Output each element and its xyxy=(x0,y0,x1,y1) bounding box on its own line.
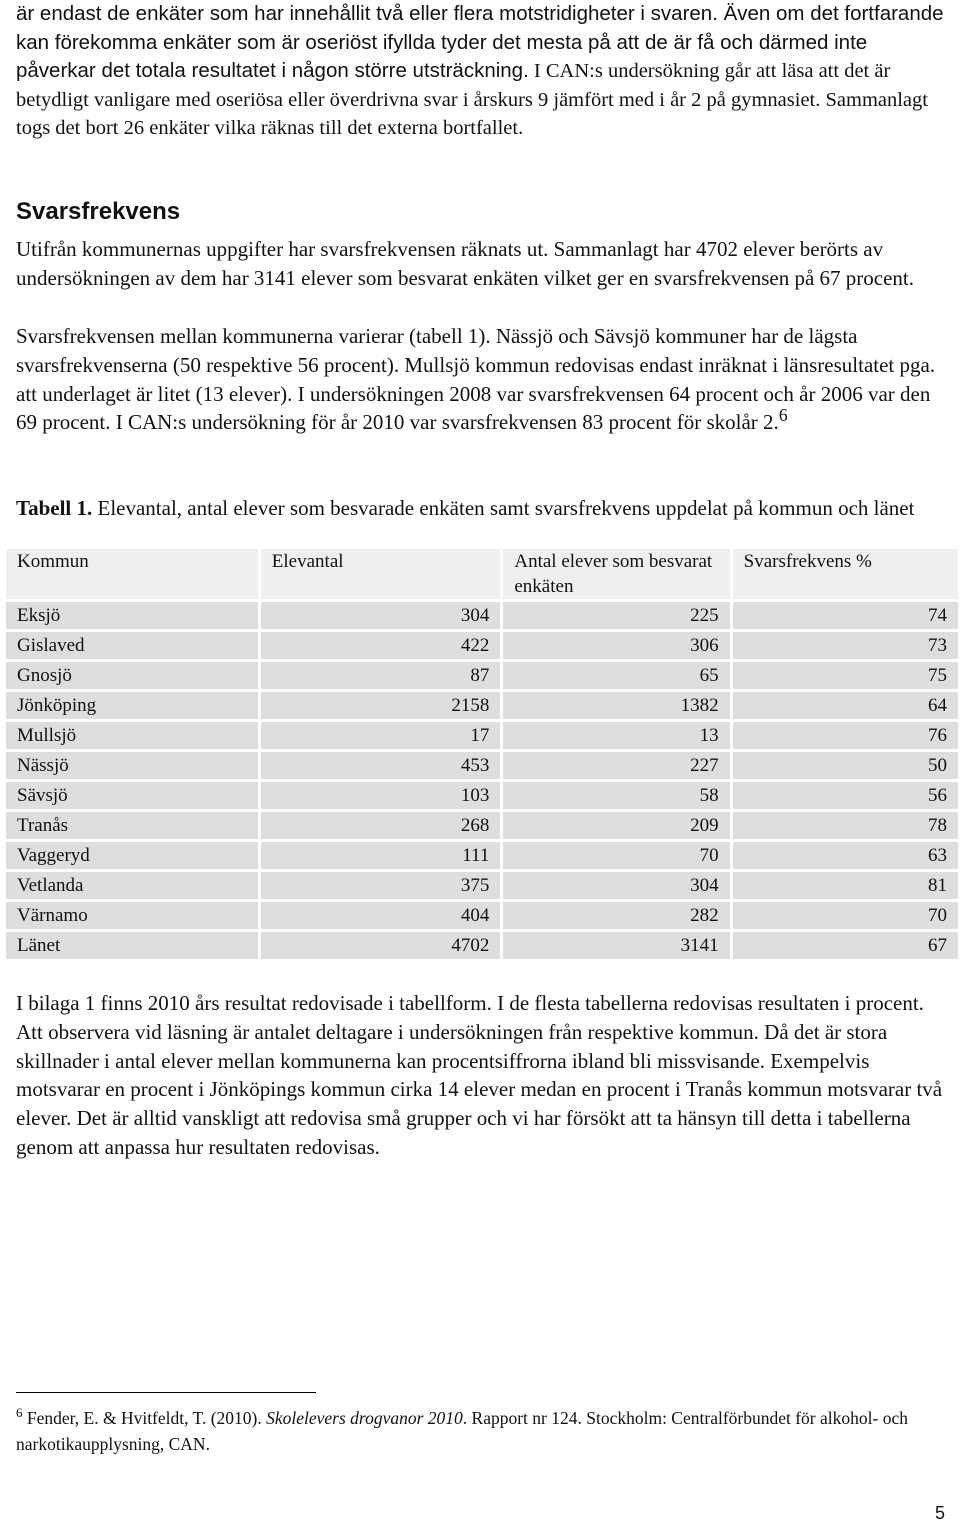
table-caption-label: Tabell 1. xyxy=(16,496,93,520)
cell-antal-besvarat: 225 xyxy=(503,602,729,629)
cell-kommun: Sävsjö xyxy=(6,782,258,809)
cell-antal-besvarat: 65 xyxy=(503,662,729,689)
cell-antal-besvarat: 304 xyxy=(503,872,729,899)
cell-kommun: Nässjö xyxy=(6,752,258,779)
table-row xyxy=(6,842,958,869)
header-elevantal: Elevantal xyxy=(261,549,501,599)
intro-part2: I CAN:s undersökning går att läsa att det är betydligt vanligare med oseriösa eller överdrivna svar i årskurs 9 jämfört med i år 2 på gymnasiet. Sammanlagt togs det bort 26 enkäter vilka räknas till det externa bortfallet. xyxy=(16,60,928,140)
data-table xyxy=(3,546,960,962)
cell-svarsfrekvens: 75 xyxy=(733,662,958,689)
cell-kommun: Jönköping xyxy=(6,692,258,719)
cell-elevantal: 453 xyxy=(261,752,501,779)
header-antal-besvarat: Antal elever som besvarat enkäten xyxy=(503,549,729,599)
cell-svarsfrekvens: 64 xyxy=(733,692,958,719)
cell-svarsfrekvens: 63 xyxy=(733,842,958,869)
cell-antal-besvarat: 209 xyxy=(503,812,729,839)
cell-kommun: Vaggeryd xyxy=(6,842,258,869)
cell-elevantal: 375 xyxy=(261,872,501,899)
cell-kommun: Mullsjö xyxy=(6,722,258,749)
cell-kommun: Vetlanda xyxy=(6,872,258,899)
footnote-ref: 6 xyxy=(778,405,788,426)
after-table-paragraph: I bilaga 1 finns 2010 års resultat redovisade i tabellform. I de flesta tabellerna redovisas resultaten i procent. Att observera vid läsning är antalet deltagare i undersökningen från respektive kommun. Då det är stora skillnader i antal elever mellan kommunerna kan procentsiffrorna ibland bli missvisande. Exempelvis motsvarar en procent i Jönköpings kommun cirka 14 elever medan en procent i Tranås kommun motsvarar två elever. Det är alltid vanskligt att redovisa små grupper och vi har försökt att ta hänsyn till detta i tabellerna genom att anpassa hur resultaten redovisas. xyxy=(16,991,943,1159)
cell-elevantal: 103 xyxy=(261,782,501,809)
header-kommun: Kommun xyxy=(6,549,258,599)
cell-kommun: Gnosjö xyxy=(6,662,258,689)
cell-elevantal: 4702 xyxy=(261,932,501,959)
table-header-row xyxy=(6,549,958,599)
footnote-rule xyxy=(16,1392,316,1393)
cell-kommun: Tranås xyxy=(6,812,258,839)
cell-antal-besvarat: 282 xyxy=(503,902,729,929)
cell-svarsfrekvens: 56 xyxy=(733,782,958,809)
cell-elevantal: 87 xyxy=(261,662,501,689)
cell-svarsfrekvens: 70 xyxy=(733,902,958,929)
table-row xyxy=(6,872,958,899)
cell-svarsfrekvens: 74 xyxy=(733,602,958,629)
cell-antal-besvarat: 58 xyxy=(503,782,729,809)
footnote-number: 6 xyxy=(16,1405,23,1421)
table-row xyxy=(6,602,958,629)
intro-part1: är endast de enkäter som har innehållit två eller flera motstridigheter i svaren. Även om det fortfarande kan förekomma enkäter som är oseriöst ifyllda tyder det mesta på att de är få och därmed inte påverkar det totala resultatet i någon större utsträckning. xyxy=(16,2,944,83)
table-row xyxy=(6,902,958,929)
cell-kommun: Länet xyxy=(6,932,258,959)
footnote-text-before: Fender, E. & Hvitfeldt, T. (2010). xyxy=(22,1408,267,1428)
footnote-text-after: . Rapport nr 124. Stockholm: Centralförbundet för alkohol- och narkotikaupplysning, CAN. xyxy=(16,1408,908,1454)
cell-elevantal: 111 xyxy=(261,842,501,869)
cell-antal-besvarat: 306 xyxy=(503,632,729,659)
table-row xyxy=(6,752,958,779)
cell-svarsfrekvens: 73 xyxy=(733,632,958,659)
page-number: 5 xyxy=(935,1503,946,1523)
cell-kommun: Eksjö xyxy=(6,602,258,629)
cell-svarsfrekvens: 78 xyxy=(733,812,958,839)
header-svarsfrekvens: Svarsfrekvens % xyxy=(733,549,958,599)
cell-kommun: Värnamo xyxy=(6,902,258,929)
cell-antal-besvarat: 3141 xyxy=(503,932,729,959)
section-paragraph-2-text: Svarsfrekvensen mellan kommunerna varierar (tabell 1). Nässjö och Sävsjö kommuner har de lägsta svarsfrekvenserna (50 respektive 56 procent). Mullsjö kommun redovisas endast inräknat i länsresultatet pga. att underlaget är litet (13 elever). I undersökningen 2008 var svarsfrekvensen 64 procent och år 2006 var den 69 procent. I CAN:s undersökning för år 2010 var svarsfrekvensen 83 procent för skolår 2. xyxy=(16,324,936,435)
footnote-title: Skolelevers drogvanor 2010 xyxy=(266,1408,463,1428)
cell-antal-besvarat: 227 xyxy=(503,752,729,779)
footnote xyxy=(16,1405,946,1457)
cell-elevantal: 304 xyxy=(261,602,501,629)
table-row xyxy=(6,632,958,659)
table-caption-text: Elevantal, antal elever som besvarade enkäten samt svarsfrekvens uppdelat på kommun och länet xyxy=(92,496,915,520)
cell-svarsfrekvens: 81 xyxy=(733,872,958,899)
section-paragraph-1: Utifrån kommunernas uppgifter har svarsfrekvensen räknats ut. Sammanlagt har 4702 elever berörts av undersökningen av dem har 3141 elever som besvarat enkäten vilket ger en svarsfrekvensen på 67 procent. xyxy=(16,237,915,290)
cell-elevantal: 404 xyxy=(261,902,501,929)
cell-antal-besvarat: 1382 xyxy=(503,692,729,719)
table-row xyxy=(6,812,958,839)
cell-elevantal: 2158 xyxy=(261,692,501,719)
table-row xyxy=(6,782,958,809)
table-row xyxy=(6,692,958,719)
section-heading: Svarsfrekvens xyxy=(16,198,181,225)
cell-antal-besvarat: 70 xyxy=(503,842,729,869)
intro-paragraph xyxy=(16,0,946,143)
table-row xyxy=(6,932,958,959)
cell-antal-besvarat: 13 xyxy=(503,722,729,749)
cell-kommun: Gislaved xyxy=(6,632,258,659)
table-row xyxy=(6,722,958,749)
cell-svarsfrekvens: 76 xyxy=(733,722,958,749)
section-paragraph-2 xyxy=(16,322,946,437)
cell-svarsfrekvens: 50 xyxy=(733,752,958,779)
table-caption xyxy=(16,494,946,523)
cell-elevantal: 17 xyxy=(261,722,501,749)
cell-svarsfrekvens: 67 xyxy=(733,932,958,959)
cell-elevantal: 422 xyxy=(261,632,501,659)
table-row xyxy=(6,662,958,689)
cell-elevantal: 268 xyxy=(261,812,501,839)
